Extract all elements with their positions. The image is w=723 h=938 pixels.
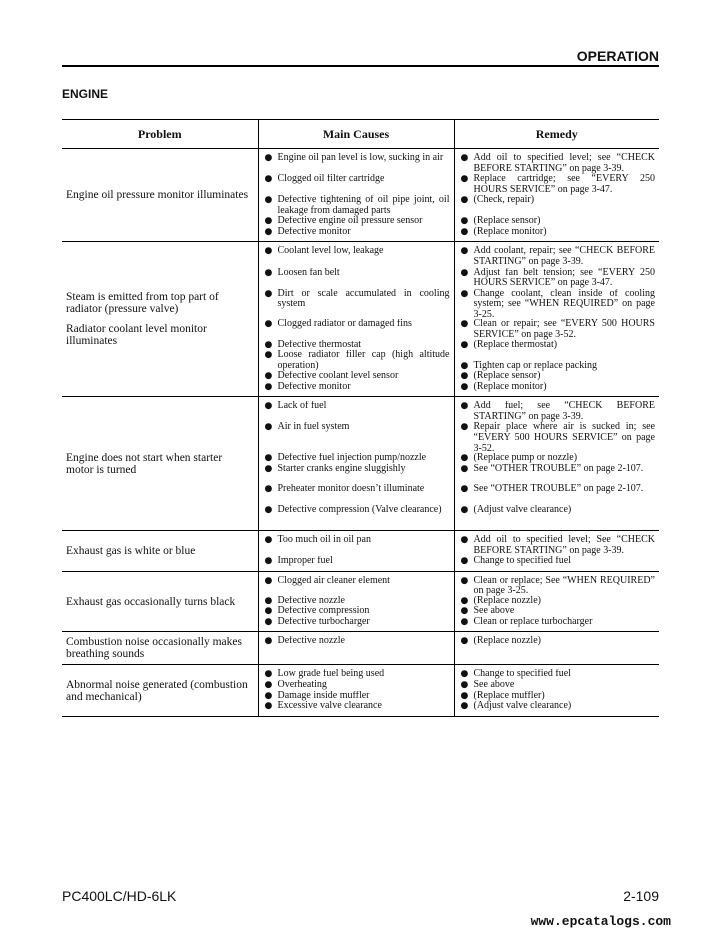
remedy-item xyxy=(459,691,656,702)
cause-item xyxy=(263,576,450,596)
remedy-item xyxy=(459,464,656,484)
remedy-text: Change coolant, clean inside of cooling system; see “WHEN REQUIRED” on page 3-25. xyxy=(473,288,655,320)
remedy-item xyxy=(459,195,656,216)
cause-text: Too much oil in oil pan xyxy=(277,535,371,546)
cause-text: Defective thermostat xyxy=(277,339,362,350)
remedy-cell xyxy=(454,397,659,531)
cause-list xyxy=(263,246,450,392)
remedy-text: Replace cartridge; see “EVERY 250 HOURS SERVICE” on page 3-47. xyxy=(473,174,655,195)
remedy-item xyxy=(459,535,656,556)
problem-cell xyxy=(62,571,258,632)
cause-item xyxy=(263,535,450,556)
table-row xyxy=(62,149,659,242)
remedy-item xyxy=(459,371,656,382)
cause-text: Starter cranks engine sluggishly xyxy=(277,463,406,474)
cause-item xyxy=(263,246,450,267)
cause-text: Damage inside muffler xyxy=(277,690,370,701)
remedy-text: Clean or replace; See “WHEN REQUIRED” on page 3-25. xyxy=(473,575,655,596)
remedy-cell xyxy=(454,242,659,397)
remedy-item xyxy=(459,422,656,453)
cause-text: Air in fuel system xyxy=(277,422,350,433)
cause-text: Defective turbocharger xyxy=(277,616,370,627)
cause-text: Engine oil pan level is low, sucking in air xyxy=(277,153,444,163)
problem-cell xyxy=(62,632,258,665)
cause-item xyxy=(263,556,450,567)
cause-cell xyxy=(258,242,454,397)
cause-text: Preheater monitor doesn’t illuminate xyxy=(277,483,425,494)
problem-text: Engine oil pressure monitor illuminates xyxy=(66,189,249,202)
remedy-text: Change to specified fuel xyxy=(473,669,571,680)
remedy-cell xyxy=(454,531,659,572)
remedy-item xyxy=(459,505,656,526)
table-row xyxy=(62,397,659,531)
table-row xyxy=(62,242,659,397)
problem-cell xyxy=(62,531,258,572)
cause-text: Dirt or scale accumulated in cooling system xyxy=(277,288,450,310)
remedy-item xyxy=(459,596,656,607)
remedy-cell xyxy=(454,149,659,242)
table-row xyxy=(62,571,659,632)
cause-item xyxy=(263,596,450,607)
cause-list xyxy=(263,576,450,628)
cause-text: Defective compression (Valve clearance) xyxy=(277,504,442,515)
cause-text: Low grade fuel being used xyxy=(277,669,385,680)
cause-list xyxy=(263,636,450,647)
cause-item xyxy=(263,701,450,712)
header-rule xyxy=(62,65,659,67)
problem-cell xyxy=(62,397,258,531)
cause-item xyxy=(263,453,450,464)
problem-text: Exhaust gas is white or blue xyxy=(66,544,196,557)
cause-item xyxy=(263,422,450,453)
remedy-text: Adjust fan belt tension; see “EVERY 250 HOURS SERVICE” on page 3-47. xyxy=(473,267,655,289)
problem-text: Combustion noise occasionally makes breathing sounds xyxy=(66,636,242,661)
cause-item xyxy=(263,382,450,393)
cause-text: Defective compression xyxy=(277,606,370,617)
cause-text: Improper fuel xyxy=(277,556,333,567)
remedy-item xyxy=(459,340,656,361)
problem-text: Abnormal noise generated (combustion and mechanical) xyxy=(66,678,248,703)
cause-item xyxy=(263,289,450,320)
cause-text: Coolant level low, leakage xyxy=(277,246,384,257)
cause-cell xyxy=(258,665,454,716)
cause-item xyxy=(263,340,450,351)
remedy-text: (Adjust valve clearance) xyxy=(473,504,572,515)
cause-text: Clogged oil filter cartridge xyxy=(277,174,385,185)
cause-cell xyxy=(258,632,454,665)
cause-cell xyxy=(258,571,454,632)
cause-item xyxy=(263,680,450,691)
cause-item xyxy=(263,227,450,238)
remedy-item xyxy=(459,556,656,567)
cause-item xyxy=(263,319,450,339)
remedy-item xyxy=(459,680,656,691)
remedy-item xyxy=(459,227,656,238)
cause-text: Loosen fan belt xyxy=(277,267,340,278)
cause-item xyxy=(263,636,450,647)
cause-text: Defective tightening of oil pipe joint, oil leakage from damaged parts xyxy=(277,195,450,216)
remedy-text: Clean or repair; see “EVERY 500 HOURS SERVICE” on page 3-52. xyxy=(473,319,655,340)
remedy-text: (Replace sensor) xyxy=(473,216,541,227)
remedy-item xyxy=(459,174,656,195)
remedy-item xyxy=(459,484,656,505)
cause-list xyxy=(263,153,450,237)
remedy-text: Add oil to specified level; See “CHECK BEFORE STARTING” on page 3-39. xyxy=(473,535,655,556)
remedy-cell xyxy=(454,571,659,632)
remedy-list xyxy=(459,669,656,711)
remedy-text: (Replace nozzle) xyxy=(473,636,541,647)
remedy-text: Add oil to specified level; see “CHECK BEFORE STARTING” on page 3-39. xyxy=(473,153,655,174)
remedy-item xyxy=(459,153,656,174)
remedy-text: See “OTHER TROUBLE” on page 2-107. xyxy=(473,483,644,494)
remedy-text: See above xyxy=(473,606,515,617)
remedy-cell xyxy=(454,632,659,665)
remedy-item xyxy=(459,289,656,320)
cause-item xyxy=(263,268,450,289)
cause-item xyxy=(263,464,450,484)
cause-item xyxy=(263,350,450,371)
cause-cell xyxy=(258,397,454,531)
cause-item xyxy=(263,195,450,216)
column-header-remedy: Remedy xyxy=(454,120,659,149)
cause-item xyxy=(263,606,450,617)
cause-text: Clogged radiator or damaged fins xyxy=(277,319,412,330)
remedy-text: See “OTHER TROUBLE” on page 2-107. xyxy=(473,463,644,474)
remedy-cell xyxy=(454,665,659,716)
remedy-text: Add fuel; see “CHECK BEFORE STARTING” on page 3-39. xyxy=(473,401,655,422)
remedy-item xyxy=(459,576,656,596)
remedy-item xyxy=(459,453,656,464)
remedy-text: Change to specified fuel xyxy=(473,556,571,567)
remedy-text: (Replace monitor) xyxy=(473,381,547,392)
cause-item xyxy=(263,174,450,195)
problem-cell xyxy=(62,242,258,397)
remedy-item xyxy=(459,606,656,617)
remedy-text: (Check, repair) xyxy=(473,195,535,206)
cause-item xyxy=(263,669,450,680)
remedy-list xyxy=(459,636,656,647)
remedy-item xyxy=(459,216,656,227)
remedy-item xyxy=(459,701,656,712)
remedy-item xyxy=(459,617,656,628)
remedy-text: (Replace pump or nozzle) xyxy=(473,453,578,464)
cause-text: Defective engine oil pressure sensor xyxy=(277,216,423,227)
table-row xyxy=(62,632,659,665)
remedy-text: Tighten cap or replace packing xyxy=(473,360,597,371)
cause-list xyxy=(263,669,450,711)
cause-item xyxy=(263,617,450,628)
cause-item xyxy=(263,484,450,505)
remedy-text: (Replace thermostat) xyxy=(473,339,558,350)
cause-text: Defective nozzle xyxy=(277,595,345,606)
column-header-problem: Problem xyxy=(62,120,258,149)
cause-item xyxy=(263,216,450,227)
table-row xyxy=(62,665,659,716)
remedy-text: (Replace muffler) xyxy=(473,690,545,701)
cause-item xyxy=(263,153,450,174)
problem-text: Exhaust gas occasionally turns black xyxy=(66,595,236,608)
cause-cell xyxy=(258,531,454,572)
cause-item xyxy=(263,505,450,526)
problem-text: Radiator coolant level monitor illuminates xyxy=(66,323,207,348)
remedy-text: (Replace monitor) xyxy=(473,226,547,237)
footer-model: PC400LC/HD-6LK xyxy=(62,888,177,904)
column-header-main-causes: Main Causes xyxy=(258,120,454,149)
remedy-text: Clean or replace turbocharger xyxy=(473,616,593,627)
cause-text: Defective monitor xyxy=(277,226,351,237)
cause-text: Defective monitor xyxy=(277,381,351,392)
table-header-row xyxy=(62,120,659,149)
cause-text: Loose radiator filler cap (high altitude operation) xyxy=(277,350,450,371)
problem-cell xyxy=(62,665,258,716)
remedy-text: (Replace nozzle) xyxy=(473,595,541,606)
remedy-item xyxy=(459,319,656,339)
problem-text: Steam is emitted from top part of radiator (pressure valve) xyxy=(66,291,219,316)
footer-page-number: 2-109 xyxy=(623,888,659,904)
troubleshooting-table xyxy=(62,119,659,717)
remedy-item xyxy=(459,268,656,289)
cause-item xyxy=(263,401,450,422)
remedy-text: (Adjust valve clearance) xyxy=(473,701,572,712)
cause-cell xyxy=(258,149,454,242)
remedy-list xyxy=(459,535,656,567)
remedy-list xyxy=(459,246,656,392)
remedy-text: (Replace sensor) xyxy=(473,371,541,382)
section-header-title: OPERATION xyxy=(576,48,659,64)
cause-text: Clogged air cleaner element xyxy=(277,575,390,586)
remedy-item xyxy=(459,246,656,267)
cause-text: Lack of fuel xyxy=(277,401,327,412)
cause-text: Defective nozzle xyxy=(277,636,345,647)
cause-text: Defective fuel injection pump/nozzle xyxy=(277,453,427,464)
cause-list xyxy=(263,535,450,567)
problem-text: Engine does not start when starter motor is turned xyxy=(66,451,223,476)
remedy-item xyxy=(459,382,656,393)
watermark-url: www.epcatalogs.com xyxy=(530,914,671,929)
remedy-item xyxy=(459,361,656,372)
cause-list xyxy=(263,401,450,526)
remedy-list xyxy=(459,401,656,526)
section-title: ENGINE xyxy=(62,87,109,101)
cause-text: Excessive valve clearance xyxy=(277,701,382,712)
remedy-text: Add coolant, repair; see “CHECK BEFORE STARTING” on page 3-39. xyxy=(473,246,655,268)
remedy-item xyxy=(459,669,656,680)
cause-text: Overheating xyxy=(277,680,327,691)
cause-item xyxy=(263,371,450,382)
table-row xyxy=(62,531,659,572)
remedy-text: See above xyxy=(473,680,515,691)
remedy-list xyxy=(459,576,656,628)
table-body xyxy=(62,149,659,717)
remedy-text: Repair place where air is sucked in; see “EVERY 500 HOURS SERVICE” on page 3-52. xyxy=(473,422,655,454)
cause-item xyxy=(263,691,450,702)
remedy-item xyxy=(459,636,656,647)
remedy-list xyxy=(459,153,656,237)
cause-text: Defective coolant level sensor xyxy=(277,371,399,382)
problem-cell xyxy=(62,149,258,242)
remedy-item xyxy=(459,401,656,422)
